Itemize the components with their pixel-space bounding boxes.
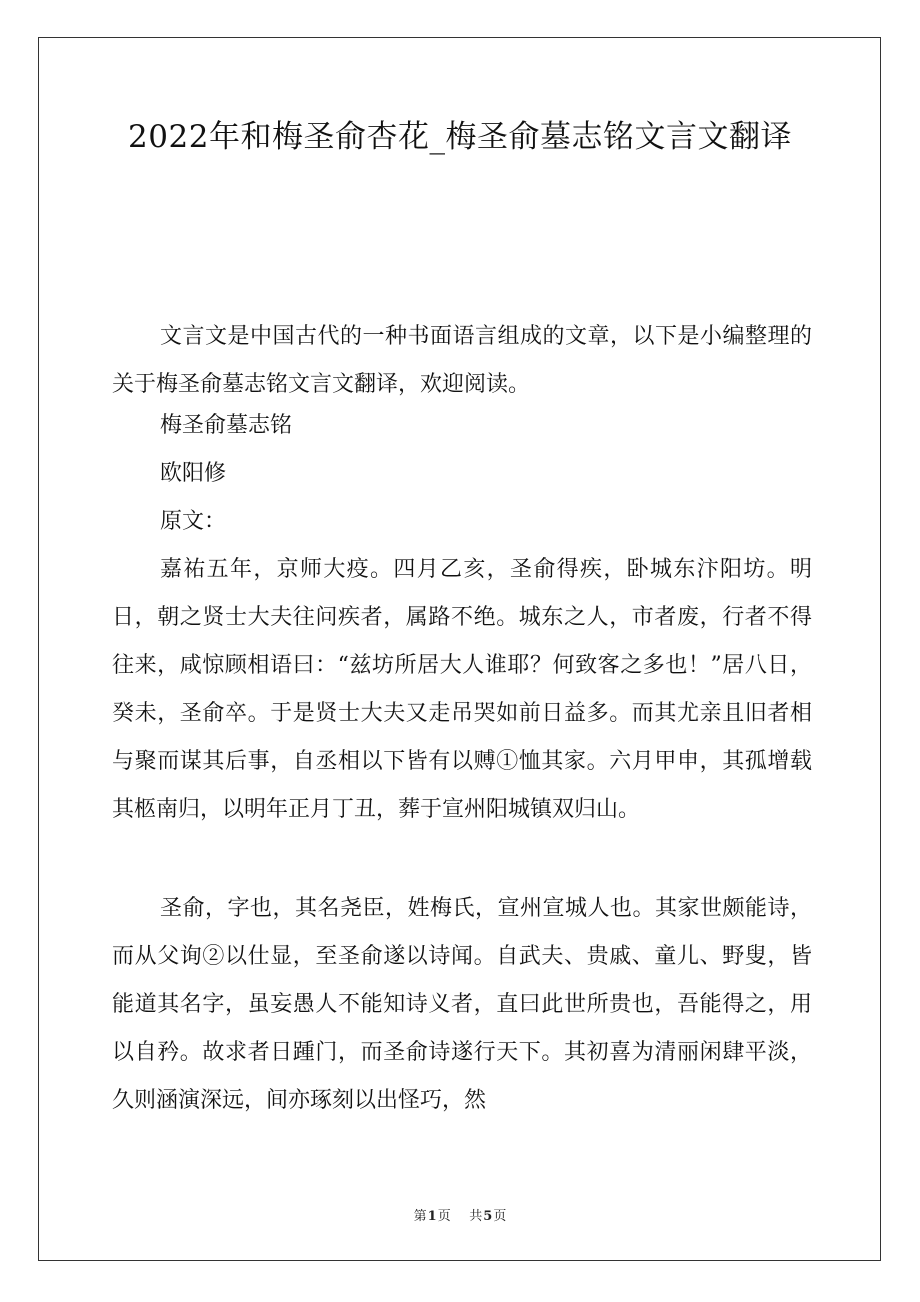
author-name: 欧阳修: [160, 461, 227, 486]
original-label: 原文：: [160, 509, 227, 534]
body-paragraph-1: 嘉祐五年，京师大疫。四月乙亥，圣俞得疾，卧城东汴阳坊。明日，朝之贤士大夫往问疾者，属路不绝。城东之人，市者废，行者不得往来，咸惊顾相语曰：“兹坊所居大人谁耶？何致客之多也！”居八日，癸未，圣俞卒。于是贤士大夫又走吊哭如前日益多。而其尤亲且旧者相与聚而谋其后事，自丞相以下皆有以赙①恤其家。六月甲申，其孤增载其柩南归，以明年正月丁丑，葬于宣州阳城镇双归山。: [112, 557, 812, 822]
page-title: 2022年和梅圣俞杏花_梅圣俞墓志铭文言文翻译: [128, 119, 792, 155]
footer-total-prefix: 共: [469, 1209, 483, 1224]
footer-page-prefix: 第: [413, 1209, 427, 1224]
footer-page-suffix: 页: [437, 1209, 451, 1224]
footer-page-number: 1: [427, 1209, 437, 1224]
footer-total-pages: 5: [483, 1209, 493, 1224]
body-paragraph-2: 圣俞，字也，其名尧臣，姓梅氏，宣州宣城人也。其家世颇能诗，而从父询②以仕显，至圣俞遂以诗闻。自武夫、贵戚、童儿、野叟，皆能道其名字，虽妄愚人不能知诗义者，直曰此世所贵也，吾能得之，用以自矜。故求者日踵门，而圣俞诗遂行天下。其初喜为清丽闲肆平淡，久则涵演深远，间亦琢刻以出怪巧，然: [112, 896, 812, 1113]
footer-total-suffix: 页: [493, 1209, 507, 1224]
intro-paragraph: 文言文是中国古代的一种书面语言组成的文章，以下是小编整理的关于梅圣俞墓志铭文言文翻译，欢迎阅读。: [112, 324, 812, 397]
page-footer: [0, 1205, 920, 1224]
work-title: 梅圣俞墓志铭: [160, 413, 293, 438]
